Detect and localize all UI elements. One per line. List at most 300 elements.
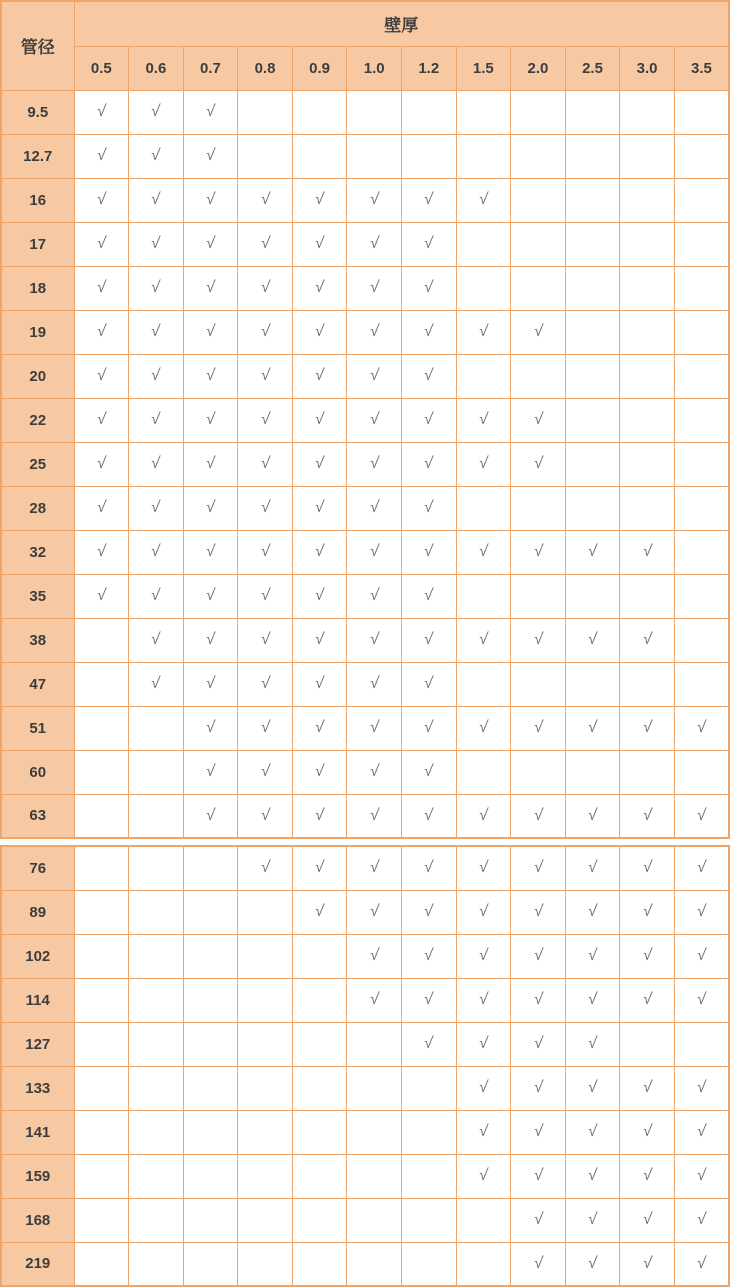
check-cell xyxy=(674,1154,729,1198)
check-mark: √ xyxy=(587,859,598,877)
check-mark: √ xyxy=(532,947,544,964)
check-mark: √ xyxy=(478,631,489,648)
empty-cell xyxy=(74,794,129,838)
check-cell xyxy=(183,662,238,706)
empty-cell xyxy=(292,1110,347,1154)
check-mark: √ xyxy=(96,279,107,296)
table-row-diameter-19 xyxy=(1,310,729,354)
empty-cell xyxy=(238,934,293,978)
table-row-diameter-51 xyxy=(1,706,729,750)
check-cell xyxy=(511,398,566,442)
empty-cell xyxy=(565,662,620,706)
check-cell xyxy=(401,530,456,574)
check-cell xyxy=(511,794,566,838)
empty-cell xyxy=(129,1198,184,1242)
check-cell xyxy=(674,1242,729,1286)
check-cell xyxy=(565,794,620,838)
check-cell xyxy=(347,178,402,222)
check-mark: √ xyxy=(532,1035,544,1052)
check-mark: √ xyxy=(423,411,435,428)
empty-cell xyxy=(565,398,620,442)
check-mark: √ xyxy=(587,903,598,920)
check-cell xyxy=(347,222,402,266)
check-mark: √ xyxy=(423,499,435,516)
check-cell xyxy=(674,1110,729,1154)
check-mark: √ xyxy=(532,806,544,824)
check-mark: √ xyxy=(587,806,598,824)
check-mark: √ xyxy=(259,323,271,340)
check-mark: √ xyxy=(532,903,544,920)
empty-cell xyxy=(456,1198,511,1242)
check-mark: √ xyxy=(478,1167,489,1184)
check-cell xyxy=(292,442,347,486)
thickness-col-header-1.5: 1.5 xyxy=(456,46,511,90)
check-cell xyxy=(401,222,456,266)
check-cell xyxy=(129,90,184,134)
empty-cell xyxy=(456,750,511,794)
check-cell xyxy=(456,178,511,222)
check-mark: √ xyxy=(259,499,271,516)
empty-cell xyxy=(456,662,511,706)
check-mark: √ xyxy=(205,191,216,208)
empty-cell xyxy=(129,1022,184,1066)
check-cell xyxy=(401,486,456,530)
check-mark: √ xyxy=(423,455,435,472)
check-mark: √ xyxy=(314,675,325,692)
check-cell xyxy=(183,618,238,662)
check-mark: √ xyxy=(368,991,380,1008)
table-row-diameter-35 xyxy=(1,574,729,618)
check-mark: √ xyxy=(96,455,107,472)
check-cell xyxy=(292,266,347,310)
check-cell xyxy=(401,662,456,706)
check-cell xyxy=(565,978,620,1022)
check-mark: √ xyxy=(641,1123,653,1140)
table-row-diameter-32 xyxy=(1,530,729,574)
empty-cell xyxy=(565,310,620,354)
check-cell xyxy=(674,1198,729,1242)
table-row-diameter-47 xyxy=(1,662,729,706)
check-cell xyxy=(292,846,347,890)
check-mark: √ xyxy=(259,763,271,780)
empty-cell xyxy=(565,574,620,618)
check-mark: √ xyxy=(423,763,435,780)
check-cell xyxy=(238,662,293,706)
check-mark: √ xyxy=(368,411,380,428)
check-mark: √ xyxy=(423,903,435,920)
check-cell xyxy=(129,222,184,266)
table-row-diameter-89 xyxy=(1,890,729,934)
check-mark: √ xyxy=(96,323,107,340)
check-cell xyxy=(674,846,729,890)
check-cell xyxy=(401,846,456,890)
check-cell xyxy=(347,442,402,486)
diameter-cell: 20 xyxy=(1,354,74,398)
check-cell xyxy=(129,310,184,354)
header-row-group xyxy=(1,1,729,46)
empty-cell xyxy=(674,750,729,794)
check-cell xyxy=(620,794,675,838)
thickness-col-header-0.5: 0.5 xyxy=(74,46,129,90)
check-cell xyxy=(674,978,729,1022)
check-mark: √ xyxy=(478,191,489,208)
empty-cell xyxy=(620,266,675,310)
empty-cell xyxy=(292,1066,347,1110)
check-mark: √ xyxy=(478,455,489,472)
check-mark: √ xyxy=(314,806,325,824)
empty-cell xyxy=(620,662,675,706)
check-mark: √ xyxy=(96,235,107,252)
check-mark: √ xyxy=(641,991,653,1008)
check-mark: √ xyxy=(205,103,216,120)
empty-cell xyxy=(511,574,566,618)
check-cell xyxy=(565,846,620,890)
table-row-diameter-114 xyxy=(1,978,729,1022)
check-cell xyxy=(74,486,129,530)
empty-cell xyxy=(620,222,675,266)
check-cell xyxy=(347,266,402,310)
check-cell xyxy=(401,706,456,750)
check-cell xyxy=(238,222,293,266)
check-cell xyxy=(292,890,347,934)
check-cell xyxy=(129,398,184,442)
empty-cell xyxy=(238,1242,293,1286)
empty-cell xyxy=(565,354,620,398)
empty-cell xyxy=(456,266,511,310)
check-mark: √ xyxy=(205,675,216,692)
check-mark: √ xyxy=(478,1123,489,1140)
check-cell xyxy=(347,890,402,934)
check-mark: √ xyxy=(532,1167,544,1184)
check-cell xyxy=(129,354,184,398)
check-mark: √ xyxy=(532,455,544,472)
check-cell xyxy=(511,1110,566,1154)
check-mark: √ xyxy=(423,587,435,604)
check-cell xyxy=(674,890,729,934)
check-cell xyxy=(129,574,184,618)
check-mark: √ xyxy=(150,103,162,120)
empty-cell xyxy=(456,90,511,134)
empty-cell xyxy=(620,398,675,442)
empty-cell xyxy=(674,530,729,574)
check-mark: √ xyxy=(368,903,380,920)
empty-cell xyxy=(565,222,620,266)
check-cell xyxy=(183,90,238,134)
check-mark: √ xyxy=(150,675,162,692)
check-cell xyxy=(565,1198,620,1242)
diameter-cell: 9.5 xyxy=(1,90,74,134)
check-mark: √ xyxy=(96,103,107,120)
check-cell xyxy=(183,750,238,794)
table-row-diameter-20 xyxy=(1,354,729,398)
check-mark: √ xyxy=(314,323,325,340)
empty-cell xyxy=(674,178,729,222)
check-cell xyxy=(238,266,293,310)
thickness-col-header-1.0: 1.0 xyxy=(347,46,402,90)
check-mark: √ xyxy=(478,1035,489,1052)
check-mark: √ xyxy=(368,806,380,824)
check-cell xyxy=(238,706,293,750)
diameter-cell: 159 xyxy=(1,1154,74,1198)
empty-cell xyxy=(183,1198,238,1242)
check-mark: √ xyxy=(368,235,380,252)
diameter-cell: 127 xyxy=(1,1022,74,1066)
check-cell xyxy=(456,310,511,354)
table-row-diameter-102 xyxy=(1,934,729,978)
check-mark: √ xyxy=(587,1079,598,1096)
check-mark: √ xyxy=(423,191,435,208)
empty-cell xyxy=(183,978,238,1022)
diameter-cell: 25 xyxy=(1,442,74,486)
thickness-col-header-0.7: 0.7 xyxy=(183,46,238,90)
check-mark: √ xyxy=(150,543,162,560)
check-mark: √ xyxy=(641,1254,653,1272)
check-cell xyxy=(129,134,184,178)
empty-cell xyxy=(292,90,347,134)
thickness-col-header-2.5: 2.5 xyxy=(565,46,620,90)
check-cell xyxy=(401,1022,456,1066)
check-cell xyxy=(347,750,402,794)
diameter-cell: 141 xyxy=(1,1110,74,1154)
table-row-diameter-219 xyxy=(1,1242,729,1286)
check-mark: √ xyxy=(587,947,598,964)
check-cell xyxy=(620,1198,675,1242)
empty-cell xyxy=(129,1110,184,1154)
check-mark: √ xyxy=(423,367,435,384)
empty-cell xyxy=(347,1022,402,1066)
thickness-col-header-0.9: 0.9 xyxy=(292,46,347,90)
empty-cell xyxy=(511,90,566,134)
empty-cell xyxy=(456,574,511,618)
empty-cell xyxy=(238,1066,293,1110)
check-mark: √ xyxy=(96,367,107,384)
empty-cell xyxy=(674,398,729,442)
check-cell xyxy=(620,934,675,978)
check-mark: √ xyxy=(368,543,380,560)
empty-cell xyxy=(238,1110,293,1154)
check-mark: √ xyxy=(259,543,271,560)
group-header-wall-thickness: 壁厚 xyxy=(74,1,729,46)
empty-cell xyxy=(74,662,129,706)
check-cell xyxy=(674,706,729,750)
check-mark: √ xyxy=(205,719,216,736)
empty-cell xyxy=(129,1242,184,1286)
check-cell xyxy=(620,978,675,1022)
check-mark: √ xyxy=(314,719,325,736)
empty-cell xyxy=(183,1022,238,1066)
check-mark: √ xyxy=(314,279,325,296)
check-cell xyxy=(183,222,238,266)
diameter-cell: 76 xyxy=(1,846,74,890)
check-mark: √ xyxy=(532,719,544,736)
check-mark: √ xyxy=(150,587,162,604)
check-cell xyxy=(456,1154,511,1198)
check-mark: √ xyxy=(150,411,162,428)
check-mark: √ xyxy=(259,631,271,648)
empty-cell xyxy=(456,222,511,266)
check-cell xyxy=(456,1022,511,1066)
empty-cell xyxy=(238,978,293,1022)
check-cell xyxy=(620,1154,675,1198)
check-mark: √ xyxy=(587,1211,598,1228)
check-mark: √ xyxy=(696,1079,707,1096)
check-cell xyxy=(511,1242,566,1286)
check-cell xyxy=(74,222,129,266)
empty-cell xyxy=(347,134,402,178)
empty-cell xyxy=(74,978,129,1022)
check-mark: √ xyxy=(205,147,216,164)
check-cell xyxy=(456,846,511,890)
empty-cell xyxy=(238,134,293,178)
check-cell xyxy=(292,222,347,266)
empty-cell xyxy=(292,978,347,1022)
thickness-col-header-2.0: 2.0 xyxy=(511,46,566,90)
empty-cell xyxy=(292,134,347,178)
check-mark: √ xyxy=(641,1079,653,1096)
empty-cell xyxy=(565,750,620,794)
empty-cell xyxy=(401,90,456,134)
check-cell xyxy=(347,574,402,618)
check-cell xyxy=(511,1154,566,1198)
empty-cell xyxy=(129,750,184,794)
check-cell xyxy=(238,354,293,398)
check-mark: √ xyxy=(314,235,325,252)
check-mark: √ xyxy=(641,903,653,920)
empty-cell xyxy=(620,442,675,486)
check-cell xyxy=(511,934,566,978)
check-mark: √ xyxy=(96,411,107,428)
table-row-diameter-159 xyxy=(1,1154,729,1198)
check-mark: √ xyxy=(478,806,489,824)
check-cell xyxy=(401,266,456,310)
empty-cell xyxy=(401,1110,456,1154)
check-mark: √ xyxy=(150,147,162,164)
empty-cell xyxy=(74,1022,129,1066)
check-cell xyxy=(347,354,402,398)
check-mark: √ xyxy=(641,719,653,736)
check-mark: √ xyxy=(696,1123,707,1140)
empty-cell xyxy=(456,486,511,530)
check-mark: √ xyxy=(587,1167,598,1184)
check-mark: √ xyxy=(587,631,598,648)
diameter-cell: 133 xyxy=(1,1066,74,1110)
check-mark: √ xyxy=(641,1211,653,1228)
check-mark: √ xyxy=(696,947,707,964)
check-cell xyxy=(511,1198,566,1242)
empty-cell xyxy=(129,978,184,1022)
empty-cell xyxy=(620,750,675,794)
check-cell xyxy=(347,846,402,890)
check-cell xyxy=(620,1110,675,1154)
check-cell xyxy=(565,706,620,750)
check-cell xyxy=(74,354,129,398)
empty-cell xyxy=(129,794,184,838)
check-cell xyxy=(292,706,347,750)
check-cell xyxy=(456,706,511,750)
table-row-diameter-127 xyxy=(1,1022,729,1066)
empty-cell xyxy=(74,1066,129,1110)
check-cell xyxy=(401,442,456,486)
check-cell xyxy=(456,978,511,1022)
check-cell xyxy=(183,530,238,574)
empty-cell xyxy=(129,846,184,890)
check-mark: √ xyxy=(423,806,435,824)
check-mark: √ xyxy=(368,455,380,472)
check-mark: √ xyxy=(314,631,325,648)
check-mark: √ xyxy=(150,235,162,252)
diameter-cell: 18 xyxy=(1,266,74,310)
check-cell xyxy=(183,178,238,222)
check-cell xyxy=(347,934,402,978)
check-cell xyxy=(456,530,511,574)
empty-cell xyxy=(292,1154,347,1198)
check-mark: √ xyxy=(368,587,380,604)
check-cell xyxy=(183,310,238,354)
empty-cell xyxy=(183,890,238,934)
thickness-col-header-0.6: 0.6 xyxy=(129,46,184,90)
empty-cell xyxy=(74,706,129,750)
check-mark: √ xyxy=(368,367,380,384)
empty-cell xyxy=(74,1154,129,1198)
check-cell xyxy=(238,178,293,222)
check-cell xyxy=(183,442,238,486)
empty-cell xyxy=(620,354,675,398)
check-cell xyxy=(292,398,347,442)
check-cell xyxy=(565,530,620,574)
check-cell xyxy=(129,662,184,706)
check-cell xyxy=(456,1066,511,1110)
table-row-diameter-28 xyxy=(1,486,729,530)
check-cell xyxy=(129,442,184,486)
check-mark: √ xyxy=(314,587,325,604)
header-row-thickness-values xyxy=(1,46,729,90)
check-mark: √ xyxy=(314,367,325,384)
check-cell xyxy=(620,618,675,662)
empty-cell xyxy=(511,662,566,706)
empty-cell xyxy=(238,1198,293,1242)
empty-cell xyxy=(674,486,729,530)
check-mark: √ xyxy=(368,323,380,340)
check-cell xyxy=(129,530,184,574)
check-cell xyxy=(238,398,293,442)
empty-cell xyxy=(74,1110,129,1154)
check-mark: √ xyxy=(368,499,380,516)
check-mark: √ xyxy=(205,455,216,472)
check-cell xyxy=(511,1066,566,1110)
diameter-cell: 219 xyxy=(1,1242,74,1286)
check-mark: √ xyxy=(259,279,271,296)
check-mark: √ xyxy=(423,543,435,560)
check-mark: √ xyxy=(368,191,380,208)
check-mark: √ xyxy=(532,1123,544,1140)
check-cell xyxy=(620,530,675,574)
check-mark: √ xyxy=(423,675,435,692)
check-cell xyxy=(183,398,238,442)
check-mark: √ xyxy=(314,191,325,208)
check-mark: √ xyxy=(368,719,380,736)
check-cell xyxy=(401,794,456,838)
table-row-diameter-168 xyxy=(1,1198,729,1242)
check-mark: √ xyxy=(641,859,653,877)
check-cell xyxy=(347,310,402,354)
empty-cell xyxy=(511,266,566,310)
check-mark: √ xyxy=(478,411,489,428)
table-row-diameter-76 xyxy=(1,846,729,890)
check-cell xyxy=(511,706,566,750)
check-mark: √ xyxy=(96,191,107,208)
empty-cell xyxy=(292,1022,347,1066)
diameter-cell: 32 xyxy=(1,530,74,574)
